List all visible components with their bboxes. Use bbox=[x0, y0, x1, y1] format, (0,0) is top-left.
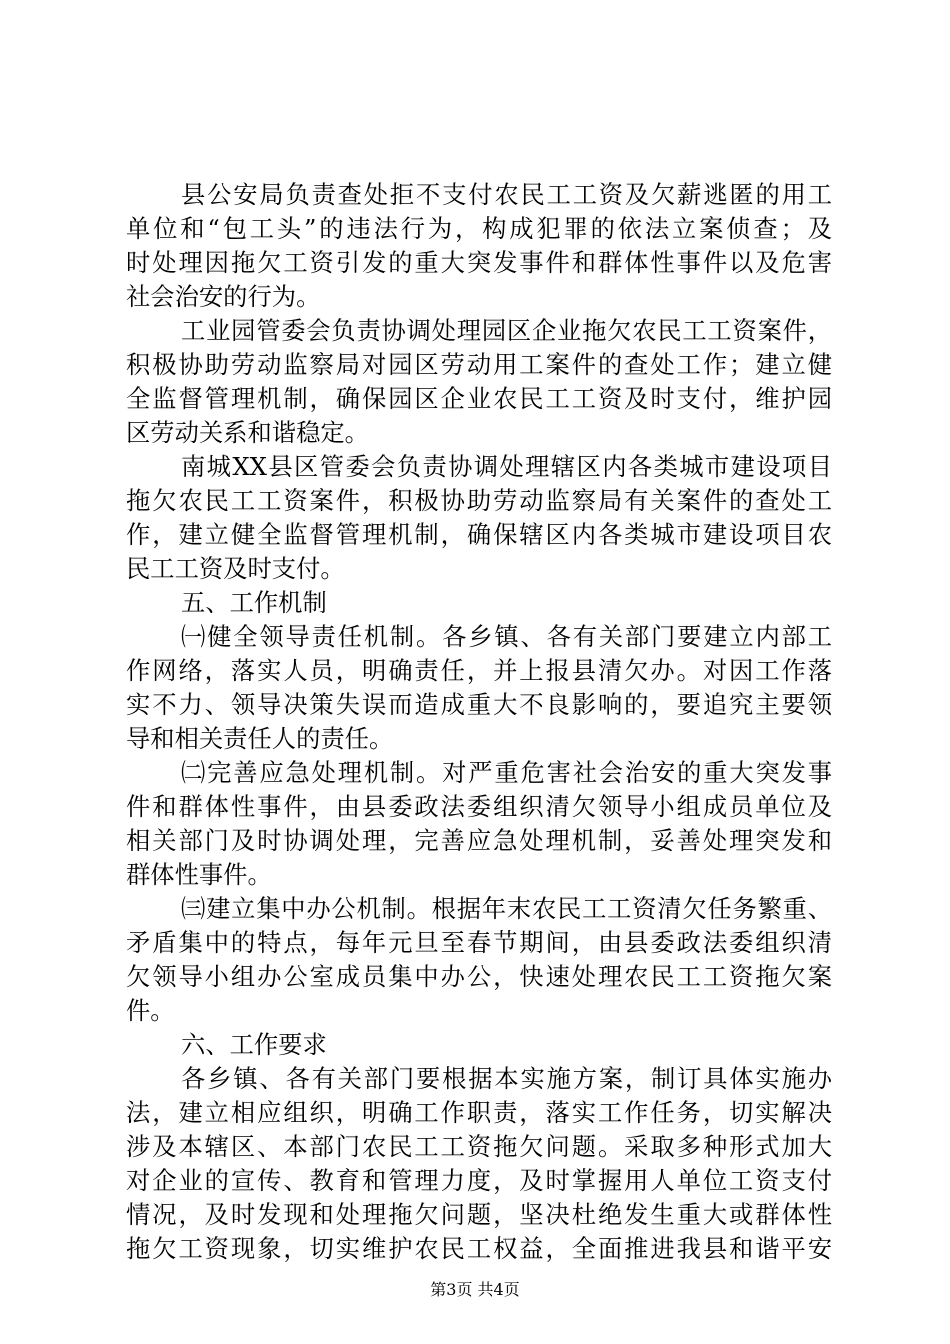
paragraph-line: 欠领导小组办公室成员集中办公，快速处理农民工工资拖欠案 bbox=[126, 962, 832, 991]
paragraph-line: 区劳动关系和谐稳定。 bbox=[126, 418, 369, 447]
page-footer: 第3页 共4页 bbox=[430, 1280, 520, 1299]
paragraph-line: 社会治安的行为。 bbox=[126, 282, 321, 311]
paragraph-line: 法，建立相应组织，明确工作职责，落实工作任务，切实解决 bbox=[126, 1098, 832, 1127]
paragraph-line: 件和群体性事件，由县委政法委组织清欠领导小组成员单位及 bbox=[126, 792, 832, 821]
paragraph-line: 积极协助劳动监察局对园区劳动用工案件的查处工作；建立健 bbox=[126, 350, 832, 379]
paragraph-line: 工业园管委会负责协调处理园区企业拖欠农民工工资案件， bbox=[181, 316, 832, 345]
paragraph-line: 相关部门及时协调处理，完善应急处理机制，妥善处理突发和 bbox=[126, 826, 832, 855]
paragraph-line: ㈢建立集中办公机制。根据年末农民工工资清欠任务繁重、 bbox=[181, 894, 832, 923]
paragraph-line: ㈡完善应急处理机制。对严重危害社会治安的重大突发事 bbox=[181, 758, 832, 787]
paragraph-line: 县公安局负责查处拒不支付农民工工资及欠薪逃匿的用工 bbox=[181, 180, 832, 209]
paragraph-line: 情况，及时发现和处理拖欠问题，坚决杜绝发生重大或群体性 bbox=[126, 1200, 832, 1229]
paragraph-line: 南城XX县区管委会负责协调处理辖区内各类城市建设项目 bbox=[181, 452, 832, 481]
paragraph-line: 五、工作机制 bbox=[181, 588, 327, 617]
paragraph-line: 拖欠工资现象，切实维护农民工权益，全面推进我县和谐平安 bbox=[126, 1234, 832, 1263]
paragraph-line: 群体性事件。 bbox=[126, 860, 272, 889]
paragraph-line: 作网络，落实人员，明确责任，并上报县清欠办。对因工作落 bbox=[126, 656, 832, 685]
document-body bbox=[126, 178, 832, 1266]
paragraph-line: 各乡镇、各有关部门要根据本实施方案，制订具体实施办 bbox=[181, 1064, 832, 1093]
paragraph-line: 涉及本辖区、本部门农民工工资拖欠问题。采取多种形式加大 bbox=[126, 1132, 832, 1161]
paragraph-line: 实不力、领导决策失误而造成重大不良影响的，要追究主要领 bbox=[126, 690, 832, 719]
paragraph-line: 件。 bbox=[126, 996, 175, 1025]
paragraph-line: 导和相关责任人的责任。 bbox=[126, 724, 394, 753]
paragraph-line: 单位和“包工头”的违法行为，构成犯罪的依法立案侦查；及 bbox=[126, 214, 832, 243]
paragraph-line: 时处理因拖欠工资引发的重大突发事件和群体性事件以及危害 bbox=[126, 248, 832, 277]
paragraph-line: 拖欠农民工工资案件，积极协助劳动监察局有关案件的查处工 bbox=[126, 486, 832, 515]
paragraph-line: 民工工资及时支付。 bbox=[126, 554, 345, 583]
paragraph-line: 对企业的宣传、教育和管理力度，及时掌握用人单位工资支付 bbox=[126, 1166, 832, 1195]
paragraph-line: 作，建立健全监督管理机制，确保辖区内各类城市建设项目农 bbox=[126, 520, 832, 549]
paragraph-line: ㈠健全领导责任机制。各乡镇、各有关部门要建立内部工 bbox=[181, 622, 832, 651]
paragraph-line: 六、工作要求 bbox=[181, 1030, 327, 1059]
paragraph-line: 全监督管理机制，确保园区企业农民工工资及时支付，维护园 bbox=[126, 384, 832, 413]
paragraph-line: 矛盾集中的特点，每年元旦至春节期间，由县委政法委组织清 bbox=[126, 928, 832, 957]
